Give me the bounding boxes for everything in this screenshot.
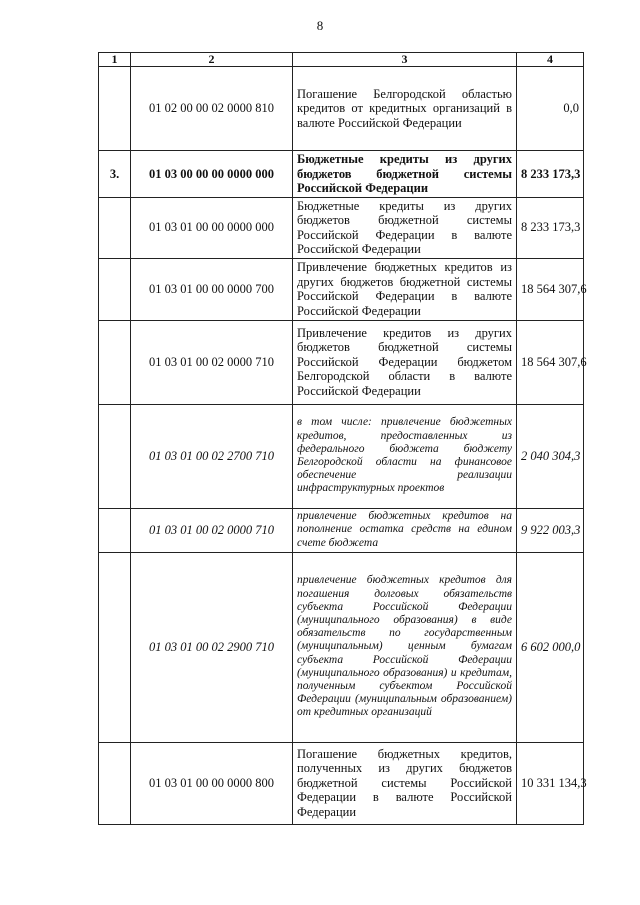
- amount-cell: 8 233 173,3: [517, 197, 584, 258]
- table-row: [99, 508, 584, 552]
- table-row: [99, 320, 584, 404]
- row-number-cell: [99, 197, 131, 258]
- budget-code-cell: 01 03 01 00 02 0000 710: [131, 320, 293, 404]
- table-row: [99, 197, 584, 258]
- table-header-row: [99, 53, 584, 67]
- row-number-cell: [99, 67, 131, 151]
- amount-cell: 6 602 000,0: [517, 552, 584, 742]
- table-row: [99, 151, 584, 198]
- amount-cell: 18 564 307,6: [517, 320, 584, 404]
- table-row: [99, 67, 584, 151]
- table-row: [99, 258, 584, 320]
- table-row: [99, 552, 584, 742]
- row-number-cell: [99, 552, 131, 742]
- budget-code-cell: 01 03 01 00 00 0000 800: [131, 742, 293, 824]
- description-cell: привлечение бюджетных кредитов на пополнение остатка средств на едином счете бюджета: [293, 508, 517, 552]
- row-number-cell: [99, 320, 131, 404]
- description-cell: Погашение бюджетных кредитов, полученных из других бюджетов бюджетной системы Российской Федерации в валюте Российской Федерации: [293, 742, 517, 824]
- description-cell: привлечение бюджетных кредитов для погашения долговых обязательств субъекта Российской Федерации (муниципального образования) в виде обязательств по государственным (муниципальным) ценным бумагам субъекта Российской Федерации (муниципального образования) и кредитам, полученным субъектом Российской Федерации (муниципальным образованием) от кредитных организаций: [293, 552, 517, 742]
- amount-cell: 0,0: [517, 67, 584, 151]
- table-row: [99, 742, 584, 824]
- budget-code-cell: 01 03 01 00 02 2900 710: [131, 552, 293, 742]
- description-cell: в том числе: привлечение бюджетных кредитов, предоставленных из федерального бюджета бюджету Белгородской области на финансовое обеспечение реализации инфраструктурных проектов: [293, 404, 517, 508]
- row-number-cell: [99, 404, 131, 508]
- table-row: [99, 404, 584, 508]
- budget-sources-table: [98, 52, 587, 825]
- header-cell: 2: [131, 53, 293, 67]
- row-number-cell: 3.: [99, 151, 131, 198]
- description-cell: Бюджетные кредиты из других бюджетов бюджетной системы Российской Федерации: [293, 151, 517, 198]
- row-number-cell: [99, 508, 131, 552]
- description-cell: Привлечение бюджетных кредитов из других бюджетов бюджетной системы Российской Федерации в валюте Российской Федерации: [293, 258, 517, 320]
- budget-code-cell: 01 03 00 00 00 0000 000: [131, 151, 293, 198]
- header-cell: 1: [99, 53, 131, 67]
- budget-code-cell: 01 03 01 00 02 2700 710: [131, 404, 293, 508]
- amount-cell: 9 922 003,3: [517, 508, 584, 552]
- budget-code-cell: 01 02 00 00 02 0000 810: [131, 67, 293, 151]
- description-cell: Привлечение кредитов из других бюджетов бюджетной системы Российской Федерации бюджетом Белгородской области в валюте Российской Федерации: [293, 320, 517, 404]
- description-cell: Бюджетные кредиты из других бюджетов бюджетной системы Российской Федерации в валюте Российской Федерации: [293, 197, 517, 258]
- description-cell: Погашение Белгородской областью кредитов от кредитных организаций в валюте Российской Федерации: [293, 67, 517, 151]
- budget-code-cell: 01 03 01 00 02 0000 710: [131, 508, 293, 552]
- row-number-cell: [99, 258, 131, 320]
- row-number-cell: [99, 742, 131, 824]
- header-cell: 3: [293, 53, 517, 67]
- header-cell: 4: [517, 53, 584, 67]
- amount-cell: 10 331 134,3: [517, 742, 584, 824]
- amount-cell: 18 564 307,6: [517, 258, 584, 320]
- amount-cell: 8 233 173,3: [517, 151, 584, 198]
- page-number: 8: [316, 18, 324, 33]
- budget-code-cell: 01 03 01 00 00 0000 700: [131, 258, 293, 320]
- amount-cell: 2 040 304,3: [517, 404, 584, 508]
- budget-code-cell: 01 03 01 00 00 0000 000: [131, 197, 293, 258]
